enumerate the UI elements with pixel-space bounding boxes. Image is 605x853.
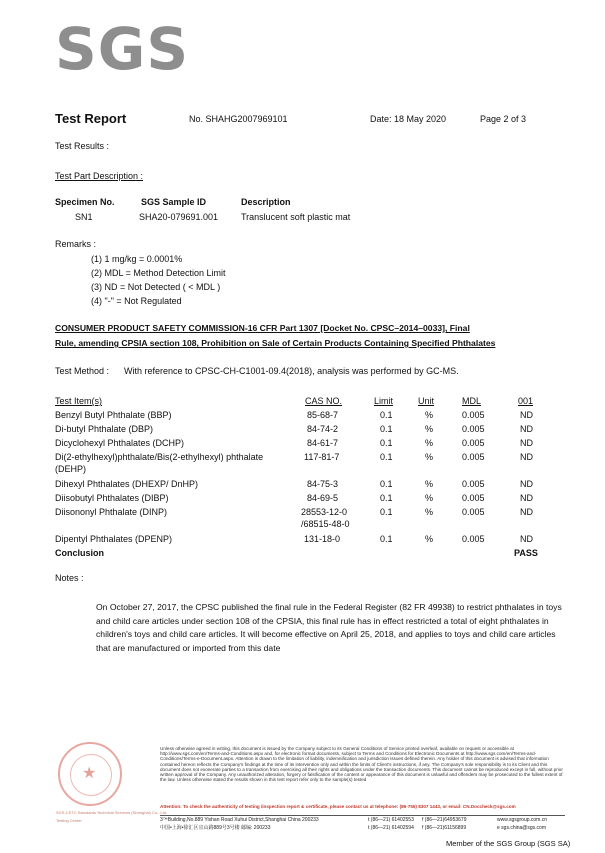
remarks-label: Remarks :	[55, 239, 97, 249]
table-cell-limit: 0.1	[380, 493, 393, 503]
test-part-description-label: Test Part Description :	[55, 171, 144, 181]
table-cell-item: Benzyl Butyl Phthalate (BBP)	[55, 410, 172, 420]
remark-item: (2) MDL = Method Detection Limit	[91, 268, 226, 278]
table-cell-cas: 84-61-7	[307, 438, 339, 448]
regulation-title-line-1: CONSUMER PRODUCT SAFETY COMMISSION-16 CFR Part 1307 [Docket No. CPSC–2014–0033], Final	[55, 323, 470, 333]
table-cell-unit: %	[425, 534, 434, 544]
table-cell-item: Diisononyl Phthalate (DINP)	[55, 507, 168, 517]
specimen-header-no: Specimen No.	[55, 197, 115, 207]
table-cell-cas: 84-74-2	[307, 424, 339, 434]
table-cell-limit: 0.1	[380, 534, 393, 544]
remark-item: (1) 1 mg/kg = 0.0001%	[91, 254, 183, 264]
table-cell-mdl: 0.005	[462, 479, 485, 489]
regulation-title-line-2: Rule, amending CPSIA section 108, Prohibition on Sale of Certain Products Containing Specified Phthalates	[55, 338, 496, 348]
col-header-cas-no: CAS NO.	[305, 396, 343, 406]
footer-address-cn: 中国•上海•徐汇区宜山路889号3号楼 邮编: 200233	[160, 825, 271, 831]
table-cell-result: ND	[520, 438, 533, 448]
footer-attention: Attention: To check the authenticity of testing /inspection report & certificate, please contact us at telephone: (86-755) 8307 1443, or email: CN.Doccheck@sgs.com	[160, 804, 516, 809]
col-header-unit: Unit	[418, 396, 435, 406]
table-cell-unit: %	[425, 493, 434, 503]
table-cell-unit: %	[425, 438, 434, 448]
table-cell-cas-cont: /68515-48-0	[301, 519, 350, 529]
remark-item: (3) ND = Not Detected ( < MDL )	[91, 282, 221, 292]
table-cell-result: ND	[520, 534, 533, 544]
test-method-text: With reference to CPSC-CH-C1001-09.4(2018), analysis was performed by GC-MS.	[124, 366, 459, 376]
col-header-test-item: Test Item(s)	[55, 396, 103, 406]
footer-member: Member of the SGS Group (SGS SA)	[446, 839, 571, 848]
table-cell-limit: 0.1	[380, 438, 393, 448]
test-method-label: Test Method :	[55, 366, 110, 376]
table-cell-mdl: 0.005	[462, 493, 485, 503]
table-cell-result: ND	[520, 410, 533, 420]
table-cell-mdl: 0.005	[462, 452, 485, 462]
table-cell-unit: %	[425, 452, 434, 462]
table-cell-item: Dicyclohexyl Phthalates (DCHP)	[55, 438, 185, 448]
company-seal	[58, 742, 122, 806]
footer-website[interactable]: www.sgsgroup.com.cn	[497, 817, 548, 823]
report-number: No. SHAHG2007969101	[189, 114, 288, 124]
table-cell-mdl: 0.005	[462, 507, 485, 517]
report-date: Date: 18 May 2020	[370, 114, 447, 124]
seal-star-icon: ★	[82, 765, 97, 782]
table-cell-cas: 85-68-7	[307, 410, 339, 420]
table-cell-cas: 28553-12-0	[301, 507, 348, 517]
seal-subtext: Testing Center	[56, 818, 82, 823]
table-cell-mdl: 0.005	[462, 438, 485, 448]
sgs-logo: SGS	[55, 15, 190, 83]
table-cell-unit: %	[425, 479, 434, 489]
table-cell-item-cont: (DEHP)	[55, 464, 86, 474]
specimen-no: SN1	[75, 212, 93, 222]
table-cell-mdl: 0.005	[462, 424, 485, 434]
footer-address-en: 3™Building,No.889 Yishan Road Xuhui District,Shanghai China 200233	[160, 817, 319, 823]
table-cell-limit: 0.1	[380, 424, 393, 434]
test-results-label: Test Results :	[55, 141, 110, 151]
footer-disclaimer: Unless otherwise agreed in writing, this document is issued by the Company subject to its General Conditions of Service printed overleaf, available on request or accessible at http://www.sgs.com/en/Terms-and-Conditions.aspx and, for electronic format documents, subject to Terms and Conditions for Electronic Documents at http://www.sgs.com/en/Terms-and-Conditions/Terms-e-Document.aspx. Attention is drawn to the limitation of liability, indemnification and jurisdiction issues defined therein. Any holder of this document is advised that information contained hereon reflects the Company's findings at the time of its intervention only and within the limits of Client's instructions, if any. The Company's sole responsibility is to its Client and this document does not exonerate parties to a transaction from exercising all their rights and obligations under the transaction documents. This document cannot be reproduced except in full, without prior written approval of the Company. Any unauthorized alteration, forgery or falsification of the content or appearance of this document is unlawful and offenders may be prosecuted to the fullest extent of the law. Unless otherwise stated the results shown in this test report refer only to the sample(s) tested	[160, 746, 563, 783]
table-cell-item: Dihexyl Phthalates (DHEXP/ DnHP)	[55, 479, 199, 489]
table-cell-limit: 0.1	[380, 452, 393, 462]
table-cell-mdl: 0.005	[462, 534, 485, 544]
table-cell-limit: 0.1	[380, 410, 393, 420]
table-cell-cas: 84-75-3	[307, 479, 339, 489]
table-cell-limit: 0.1	[380, 479, 393, 489]
specimen-header-description: Description	[241, 197, 291, 207]
report-title: Test Report	[55, 111, 127, 126]
footer-fax-1: f (86—21)64953679	[422, 817, 467, 823]
table-cell-cas: 84-69-5	[307, 493, 339, 503]
table-cell-item: Di(2-ethylhexyl)phthalate/Bis(2-ethylhexyl) phthalate	[55, 452, 264, 462]
table-cell-item: Diisobutyl Phthalates (DIBP)	[55, 493, 169, 503]
table-cell-result: ND	[520, 479, 533, 489]
conclusion-value: PASS	[514, 548, 538, 558]
table-cell-item: Di-butyl Phthalate (DBP)	[55, 424, 154, 434]
specimen-header-id: SGS Sample ID	[141, 197, 207, 207]
conclusion-label: Conclusion	[55, 548, 104, 558]
specimen-sample-id: SHA20-079691.001	[139, 212, 219, 222]
col-header-mdl: MDL	[462, 396, 482, 406]
page-number: Page 2 of 3	[480, 114, 527, 124]
table-cell-result: ND	[520, 493, 533, 503]
notes-label: Notes :	[55, 573, 84, 583]
footer-fax-2: f (86—21)61156899	[422, 825, 467, 831]
footer-tel-1: t (86—21) 61402553	[368, 817, 414, 823]
footer-email[interactable]: e sgs.china@sgs.com	[497, 825, 546, 831]
table-cell-unit: %	[425, 410, 434, 420]
table-cell-result: ND	[520, 452, 533, 462]
specimen-description: Translucent soft plastic mat	[241, 212, 351, 222]
table-cell-cas: 131-18-0	[304, 534, 341, 544]
table-cell-limit: 0.1	[380, 507, 393, 517]
table-cell-result: ND	[520, 424, 533, 434]
seal-text: SGS-CSTC Standards Technical Services (Shanghai) Co., Ltd.	[56, 810, 168, 815]
table-cell-mdl: 0.005	[462, 410, 485, 420]
col-header-limit: Limit	[374, 396, 394, 406]
table-cell-result: ND	[520, 507, 533, 517]
footer-divider	[160, 815, 565, 816]
table-cell-unit: %	[425, 507, 434, 517]
table-cell-cas: 117-81-7	[304, 452, 340, 462]
table-cell-item: Dipentyl Phthalates (DPENP)	[55, 534, 173, 544]
table-cell-unit: %	[425, 424, 434, 434]
footer-tel-2: t (86—21) 61402594	[368, 825, 414, 831]
remark-item: (4) "-" = Not Regulated	[91, 296, 182, 306]
col-header-result-001: 001	[518, 396, 534, 406]
notes-text: On October 27, 2017, the CPSC published the final rule in the Federal Register (82 FR 49938) to restrict phthalates in toys and child care articles under section 108 of the CPSIA, this final rule has in effect restricted a total of eight phthalates in children's toys and child care articles. It will become effective on April 25, 2018, and applies to toys and child care articles that are manufactured or imported from this date	[96, 602, 562, 653]
